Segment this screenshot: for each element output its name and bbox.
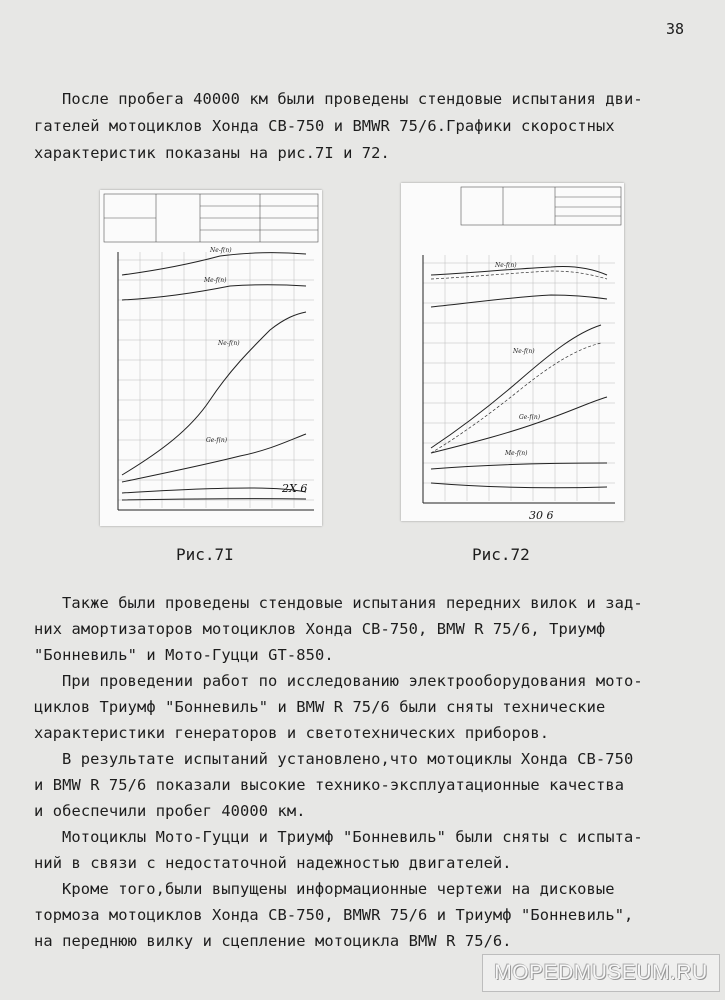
figure-71-chart <box>100 190 322 526</box>
body-line: на переднюю вилку и сцепление мотоцикла BMW R 75/6. <box>34 932 512 950</box>
svg-text:Ne-f(n): Ne-f(n) <box>495 262 517 269</box>
svg-text:Ne-f(n): Ne-f(n) <box>218 340 240 347</box>
figure-72-mark: 30 6 <box>529 509 554 521</box>
watermark: MOPEDMUSEUM.RU <box>482 954 720 992</box>
body-line: Также были проведены стендовые испытания передних вилок и зад- <box>62 594 643 612</box>
body-line: циклов Триумф "Бонневиль" и BMW R 75/6 были сняты технические <box>34 698 606 716</box>
body-line: "Бонневиль" и Мото-Гуцци GT-850. <box>34 646 334 664</box>
svg-text:Ge-f(n): Ge-f(n) <box>519 414 541 421</box>
body-line: характеристики генераторов и светотехнических приборов. <box>34 724 550 742</box>
svg-text:Me-f(n): Me-f(n) <box>505 450 528 457</box>
figure-71-mark: 2X 6 <box>282 482 308 495</box>
figure-71-caption: Рис.7I <box>176 545 234 564</box>
body-line: ний в связи с недостаточной надежностью двигателей. <box>34 854 512 872</box>
body-line: них амортизаторов мотоциклов Хонда СВ-750, BMW R 75/6, Триумф <box>34 620 606 638</box>
svg-text:Ne-f(n): Ne-f(n) <box>513 348 535 355</box>
intro-line: гателей мотоциклов Хонда СВ-750 и BMWR 75/6.Графики скоростных <box>34 117 615 135</box>
page-number: 38 <box>666 20 685 38</box>
body-line: В результате испытаний установлено,что мотоциклы Хонда СВ-750 <box>62 750 634 768</box>
svg-text:Ne-f(n): Ne-f(n) <box>210 247 232 254</box>
body-line: Мотоциклы Мото-Гуцци и Триумф "Бонневиль" были сняты с испыта- <box>62 828 643 846</box>
svg-text:Me-f(n): Me-f(n) <box>204 277 227 284</box>
body-line: При проведении работ по исследованию электрооборудования мото- <box>62 672 643 690</box>
body-line: тормоза мотоциклов Хонда СВ-750, BMWR 75/6 и Триумф "Бонневиль", <box>34 906 634 924</box>
svg-text:Ge-f(n): Ge-f(n) <box>206 437 228 444</box>
intro-line: После пробега 40000 км были проведены стендовые испытания дви- <box>62 90 643 108</box>
body-line: и BMW R 75/6 показали высокие технико-эксплуатационные качества <box>34 776 625 794</box>
figure-72-chart <box>401 183 624 521</box>
body-line: и обеспечили пробег 40000 км. <box>34 802 306 820</box>
body-line: Кроме того,были выпущены информационные чертежи на дисковые <box>62 880 615 898</box>
figure-72-caption: Рис.72 <box>472 545 530 564</box>
intro-line: характеристик показаны на рис.7I и 72. <box>34 144 390 162</box>
